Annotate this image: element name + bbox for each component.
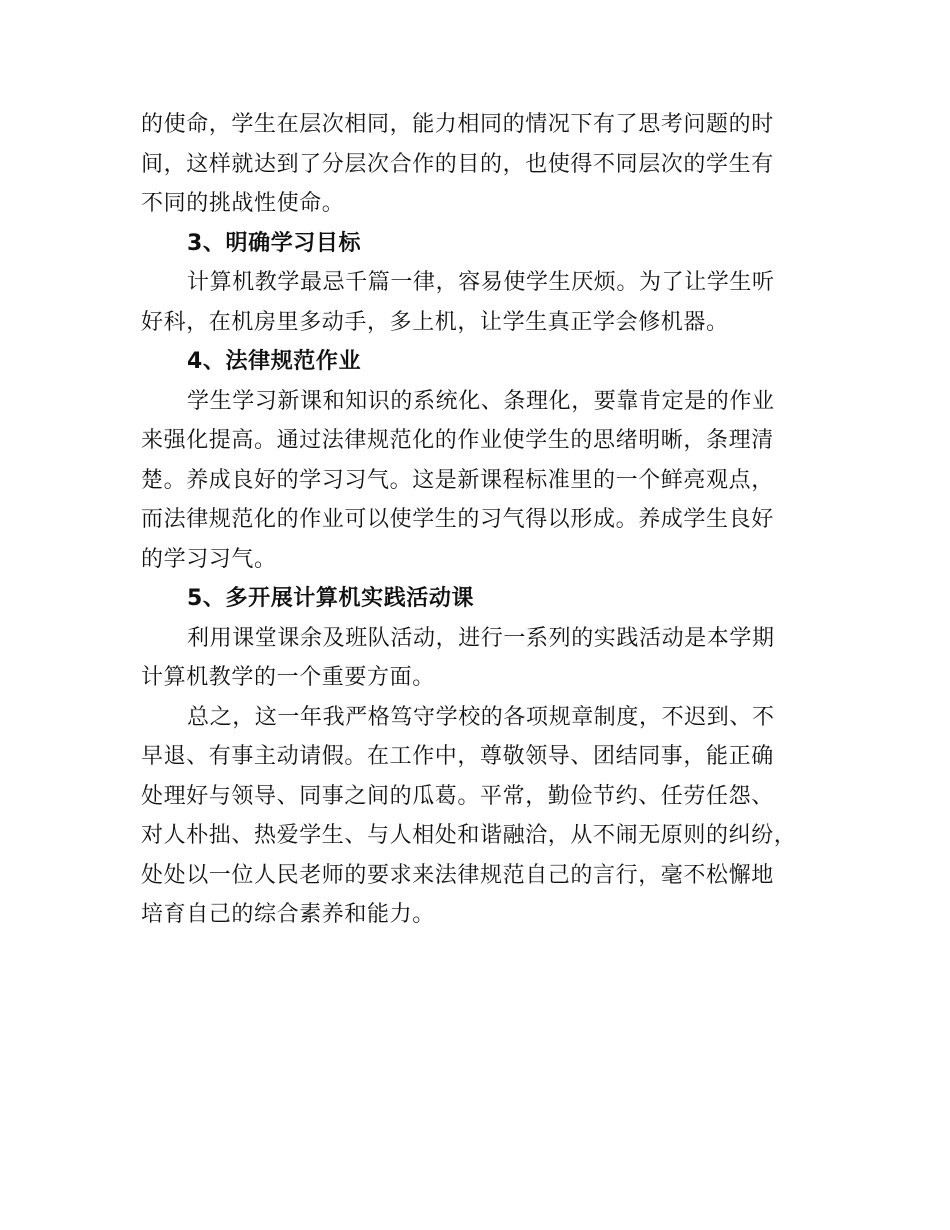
text-line: 的使命，学生在层次相同，能力相同的情况下有了思考问题的时 xyxy=(141,112,774,137)
text-line: 计算机教学最忌千篇一律，容易使学生厌烦。为了让学生听 xyxy=(187,270,775,295)
text-line: 计算机教学的一个重要方面。 xyxy=(141,665,435,690)
text-line: 学生学习新课和知识的系统化、条理化，要靠肯定是的作业 xyxy=(187,388,775,414)
section-heading-3: 3、明确学习目标 xyxy=(187,230,362,256)
paragraph-learning-goals xyxy=(141,263,821,342)
paragraph-practice xyxy=(141,619,821,698)
text-line: 间，这样就达到了分层次合作的目的，也使得不同层次的学生有 xyxy=(141,151,774,177)
text-line: 的学习习气。 xyxy=(141,546,277,572)
text-line: 早退、有事主动请假。在工作中，尊敬领导、团结同事，能正确 xyxy=(141,744,774,769)
text-line: 而法律规范化的作业可以使学生的习气得以形成。养成学生良好 xyxy=(141,507,774,532)
paragraph-homework xyxy=(141,382,821,580)
text-line: 总之，这一年我严格笃守学校的各项规章制度，不迟到、不 xyxy=(187,704,775,730)
text-line: 利用课堂课余及班队活动，进行一系列的实践活动是本学期 xyxy=(187,625,775,651)
section-heading-5: 5、多开展计算机实践活动课 xyxy=(187,586,475,611)
text-line: 不同的挑战性使命。 xyxy=(141,191,345,216)
text-line: 来强化提高。通过法律规范化的作业使学生的思绪明晰，条理清 xyxy=(141,428,774,453)
paragraph-summary xyxy=(141,698,821,935)
text-line: 处处以一位人民老师的要求来法律规范自己的言行，毫不松懈地 xyxy=(141,862,774,888)
paragraph-continuation xyxy=(141,105,821,224)
text-line: 处理好与领导、同事之间的瓜葛。平常，勤俭节约、任劳任怨、 xyxy=(141,783,774,809)
document-body xyxy=(141,105,821,935)
text-line: 好科，在机房里多动手，多上机，让学生真正学会修机器。 xyxy=(141,309,729,335)
section-heading-4: 4、法律规范作业 xyxy=(187,349,362,374)
text-line: 对人朴拙、热爱学生、与人相处和谐融洽，从不闹无原则的纠纷， xyxy=(141,823,797,848)
text-line: 楚。养成良好的学习习气。这是新课程标准里的一个鲜亮观点， xyxy=(141,467,774,493)
text-line: 培育自己的综合素养和能力。 xyxy=(141,902,435,927)
